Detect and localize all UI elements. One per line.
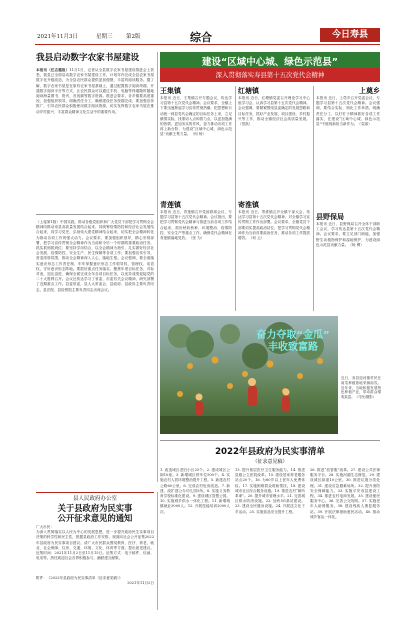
issue-weekday: 星期三 bbox=[96, 34, 113, 40]
news-body bbox=[160, 210, 232, 306]
logo-text: 今日寿县 bbox=[331, 30, 368, 40]
notice-salutation: 广大市民： bbox=[36, 525, 54, 529]
news-credit: （张 为） bbox=[188, 236, 205, 241]
news-wangji bbox=[160, 86, 232, 196]
banner-line-2-bar bbox=[160, 68, 380, 82]
notice-org: 县人民政府办公室 bbox=[72, 496, 117, 502]
column-rule-left bbox=[157, 52, 158, 482]
notice-body: 为深入贯彻落实以人民为中心的发展思想，进一步提升政府民生实事项目决策的科学性和民主性，根据县政府工作安排，现面向社会公开征集2022年县政府为民实事项目建议。请广大市民群众围绕教育、医疗、养老、就业、社会保障、住房、交通、环境、文化、体育等方面，提出意见建议。征集时间：2021年11月2日至11月15日。征集方式：电子邮件、信函、电话等。热忱欢迎社会各界积极参与，踊跃建言献策。 bbox=[36, 530, 154, 561]
body-text: 11月1日，记者从全县数字农家书屋建设推进会上获悉，我县已全面启动数字农家书屋建设工作，计划年内完成全县农家书屋数字化升级改造，为全县农民群众提供更加便捷、丰富的阅读服务。据了解，数字农家书屋是在原有农家书屋基础上，通过配置数字阅读终端、开通数字阅读平台等方式，让农民群众可以通过手机、电脑等终端随时随地阅读海量图书、报刊、音视频等数字资源。推进会要求，各乡镇要高度重视，加强组织领导，明确责任分工，确保建设任务按期完成；要加强宣传推广，引导农民群众积极使用数字阅读资源，切实发挥数字农家书屋在推动乡村振兴、丰富群众精神文化生活中的重要作用。 bbox=[36, 68, 154, 114]
section-title: 综合 bbox=[190, 31, 212, 44]
notice-box bbox=[36, 492, 154, 611]
masthead bbox=[0, 0, 410, 50]
photo-title-part-2: “金瓜” bbox=[296, 330, 330, 341]
list-column-1: 1. 改造城区老旧小区25个。2. 建成城区公厕10座。3. 新增城区停车位500个。4. 实施农村人居环境整治提升工程。5. 新建农村公路60公里。6. 完成农村危房改造。7. 新建、改扩建公办幼儿园5所。8. 实施义务教育学校标准化建设。9. 建设城区智慧公园。10. 实施城乡供水一体化工程。11. 新增城镇就业3000人。12. 开展技能培训2000人次。 bbox=[160, 468, 230, 514]
continued-text: （上接第1版）中国实践，推动各级党组织和广大党员干部把学习贯彻全会精神同推动寿县高质量发展结合起来，同统筹疫情防控和经济社会发展结合起来，同学习党史、弘扬伟大建党精神结合起来，切实把全会精神转化为推动各项工作的强大动力。会议要求，要加强组织领导，精心安排部署，把学习宣传贯彻全会精神作为当前和今后一个时期的重要政治任务，抓实抓细抓到位；要坚持学用结合，以全会精神为指引，扎实做好经济社会发展、疫情防控、安全生产、民生保障等各项工作；要加强宣传引导，营造浓厚氛围，推动全会精神深入人心、落地生根。会议强调，要全面落实意识形态工作责任制，牢牢掌握意识形态工作领导权、管理权、话语权，守好意识形态阵地。要抓好重点任务落实，聚焦年度目标任务，对标对表，加压奋进，确保全面完成全年各项目标任务，以优异成绩迎接党的二十大胜利召开。会议还传达学习了省委、市委有关会议精神，研究部署了近期重点工作。县委常委，县人大常委会、县政府、县政协主要负责同志，县法院、县检察院主要负责同志出席会议。 bbox=[36, 220, 154, 292]
notice-date: 2021年11月2日 bbox=[127, 581, 154, 586]
news-body bbox=[316, 222, 380, 308]
article-continued bbox=[36, 220, 154, 488]
news-body-text: 本报讯 近日，寄淮镇召开全镇干部大会，传达学习县第十五次党代会精神，对全镇学习宣传贯彻工作作出部署。会议要求，全镇党员干部要切实提高政治站位，把学习贯彻党代会精神作为当前首要政治任务，推动各项工作提质增效。 bbox=[238, 210, 310, 241]
byline: 本报讯（任志璐报） bbox=[36, 68, 70, 72]
news-body-text: 本报讯 近日，青莲镇召开党政联席会议，专题学习县第十五次党代会精神。会议指出，要把学习贯彻党代会精神与推进当前各项工作结合起来，抓好秋收秋种、环境整治、疫情防控、安全生产等重点工作，确保党代会精神在青莲镇落地见效。 bbox=[160, 210, 232, 241]
news-qinglian bbox=[160, 200, 232, 310]
caption-text: 近日，寿县迎河镇村民在南瓜种植基地采摘南瓜。近年来，当地积极发展特色种植产业，带动群众增收致富。 bbox=[341, 376, 381, 400]
news-body bbox=[316, 96, 380, 194]
photo-caption bbox=[341, 376, 381, 434]
article-divider bbox=[36, 214, 154, 215]
news-credit: （袁丽） bbox=[357, 122, 372, 127]
news-yebao bbox=[316, 212, 380, 312]
list-column-3: 26. 推进“放管服”改革。27. 建设公共法律服务平台。28. 实施河湖生态修复。29. 建设城区绿道10公里。30. 推进垃圾分类处理。31. 建设应急避难场所。32. 提升消防安全保障能力。33. 实施平安寿县建设工程。34. 推进农村电商发展。35. 建设便民服务中心。36. 完善公交线网。37. 实施老年人助餐服务。38. 建设残疾人康复服务站。39. 开展法律援助惠民活动。40. 推动城乡客运一体化。 bbox=[310, 468, 380, 519]
article-headline: 我县启动数字农家书屋建设 bbox=[36, 53, 140, 63]
news-title: 县野保局 bbox=[316, 213, 344, 221]
news-title: 上奠乡 bbox=[359, 87, 380, 95]
photo-title-line-1 bbox=[248, 330, 338, 342]
livelihood-list bbox=[160, 444, 380, 614]
news-body bbox=[238, 210, 310, 306]
banner-line-2: 深入贯彻落实寿县第十五次党代会精神 bbox=[215, 71, 325, 79]
notice-attachment: 附件：《2022年县政府为民实事清单（征求意见稿）》 bbox=[36, 576, 123, 581]
photo-title-line-2: 丰收致富路 bbox=[268, 342, 318, 353]
list-column-2: 13. 提升基层医疗卫生服务能力。14. 推进县级公立医院改革。15. 建设居家养老服务站点20个。16. 为60岁以上老年人免费体检。17. 实施困难群众救助帮扶。18. 建设城市社区综合服务设施。19. 推进农村“厕所革命”。20. 提升城市管理水平。21. 完善城区排水防涝设施。22. 加快5G基站建设。23. 建设全民健身设施。24. 开展送文化下乡活动。25. 实施食品安全提升工程。 bbox=[235, 468, 305, 514]
news-body-text: 本报讯 近日，红塘镇党委召开理论学习中心组学习会，认真学习县第十五次党代会精神。会议强调，要紧紧围绕县委确定的发展思路和目标任务，抓好产业发展、项目建设、乡村振兴等工作，推动全镇经济社会高质量发展。 bbox=[238, 96, 310, 121]
news-body bbox=[160, 96, 232, 188]
list-subtitle: （征求意见稿） bbox=[252, 459, 288, 465]
column-rule bbox=[313, 86, 314, 311]
list-title: 2022年县政府为民实事清单 bbox=[215, 447, 325, 457]
news-jihuai bbox=[238, 200, 310, 310]
column-rule-left-bottom bbox=[157, 492, 158, 610]
news-credit: （何 云） bbox=[248, 236, 265, 241]
column-rule bbox=[235, 86, 236, 311]
news-body-text: 本报讯 近日，王集镇召开专题会议，传达学习县第十五次党代会精神。会议要求，全镇上下要迅速掀起学习宣传贯彻热潮，把思想和行动统一到县党代会确定的目标任务上来，立足镇情实际，找准切入点和着力点，以更加饱满的热情、更加务实的作风，奋力推动各项工作再上新台阶，为建设“区域中心城、绿色示范县”贡献王集力量。 bbox=[160, 96, 232, 137]
article-digital-library bbox=[36, 50, 154, 218]
news-shangdian bbox=[316, 86, 380, 196]
news-credit: （蔡凯） bbox=[238, 122, 253, 127]
photo-title bbox=[248, 330, 338, 354]
header-rule bbox=[35, 44, 380, 45]
banner-line-1: 建设“区域中心城、绿色示范县” bbox=[202, 57, 338, 68]
harvest-photo bbox=[160, 316, 338, 434]
photo-title-part-1: 奋力夺取 bbox=[256, 330, 297, 341]
notice-headline-2: 公开征求意见的通知 bbox=[57, 513, 133, 523]
news-title: 青莲镇 bbox=[160, 201, 181, 209]
issue-date: 2021年11月3日 bbox=[37, 34, 78, 40]
news-title: 寄淮镇 bbox=[238, 201, 259, 209]
news-body bbox=[238, 96, 310, 188]
theme-banner bbox=[160, 52, 380, 82]
news-credit: （何 杨） bbox=[190, 132, 207, 137]
page-number: 第2版 bbox=[126, 34, 141, 40]
newspaper-logo bbox=[320, 28, 380, 42]
caption-credit: （马民/摄影） bbox=[354, 395, 377, 400]
news-body-text: 本报讯 近日，县野保局召开全体干部职工会议，学习传达县第十五次党代会精神。会议要求，要立足部门职能，加强野生动植物保护和湿地保护，为建设绿色示范县贡献力量。 bbox=[316, 222, 380, 247]
news-title: 王集镇 bbox=[160, 87, 181, 95]
section-divider bbox=[160, 440, 380, 441]
notice-headline-1: 关于县政府为民实事 bbox=[57, 503, 133, 513]
news-body-text: 本报讯 近日，上奠乡召开党委会议，专题学习县第十五次党代会精神。会议强调，要结合实际，细化工作举措，明确责任分工，以钉钉子精神抓好各项工作落实，在建设“区域中心城、绿色示范县”中展现新担当新作为。 bbox=[316, 96, 380, 127]
news-credit: （杨 柳） bbox=[348, 242, 364, 247]
news-title: 红塘镇 bbox=[238, 87, 259, 95]
article-body bbox=[36, 68, 154, 208]
news-hongtang bbox=[238, 86, 310, 196]
